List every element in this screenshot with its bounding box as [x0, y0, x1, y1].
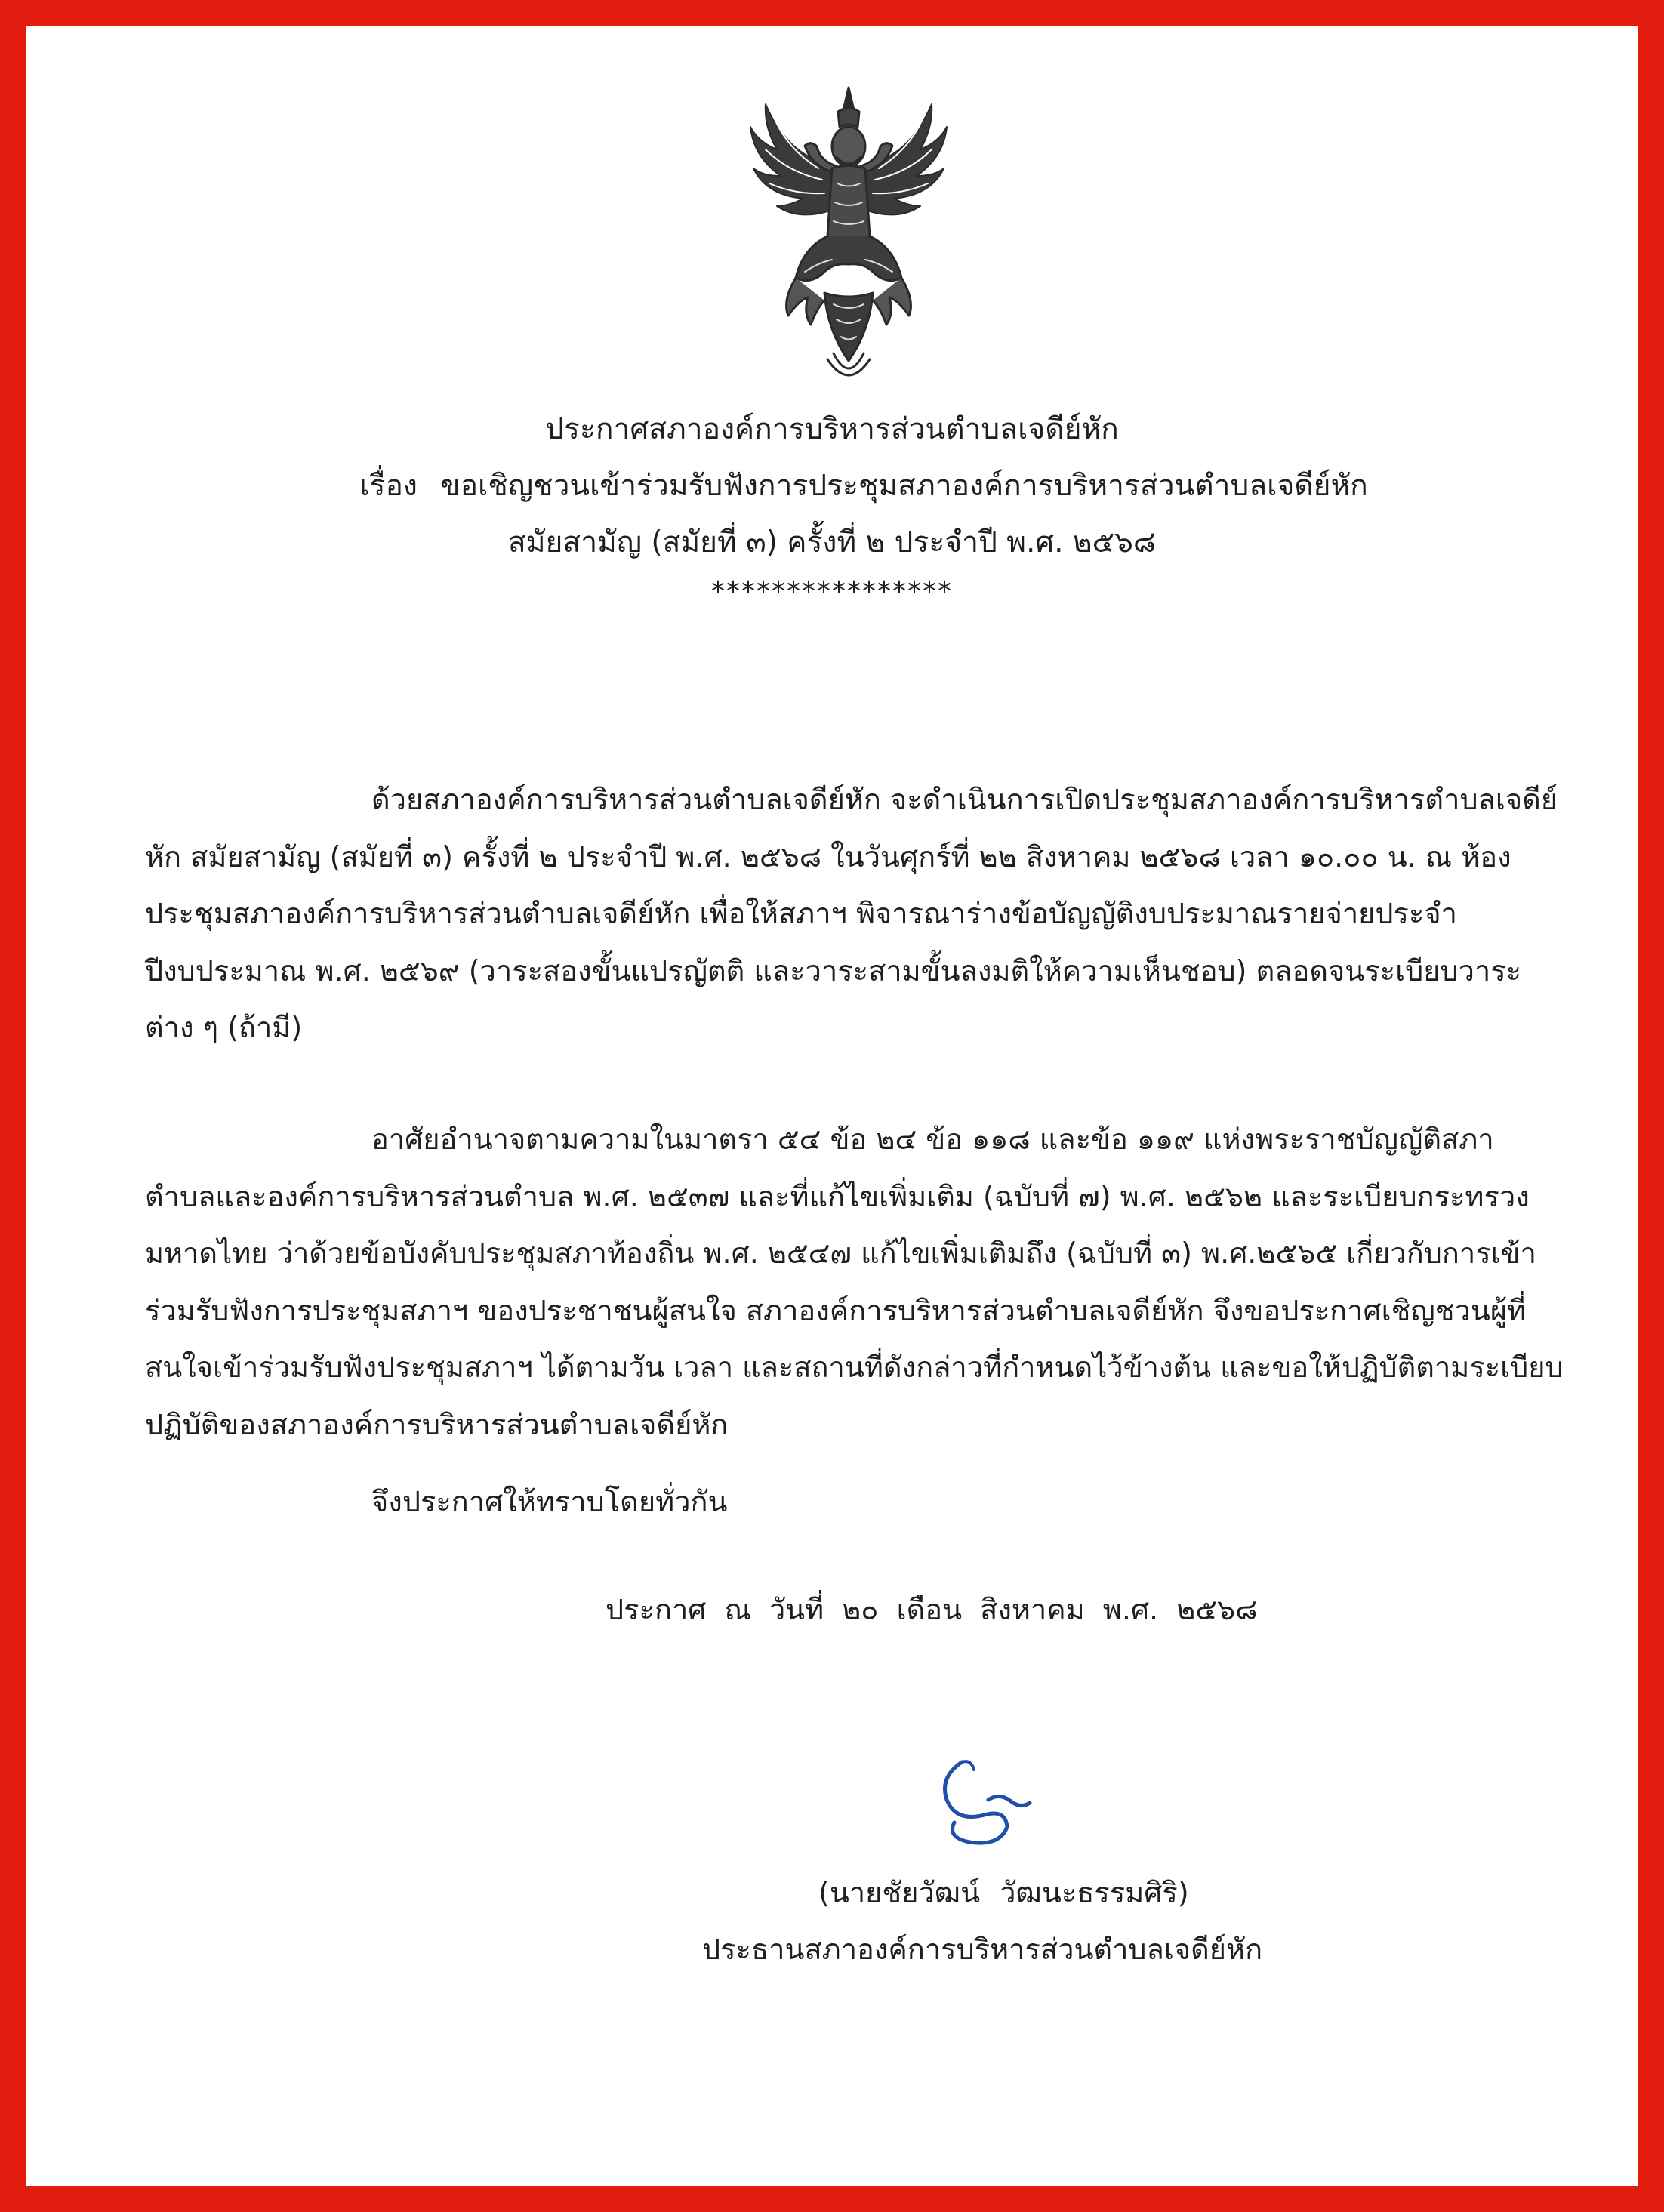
announcement-subject-line — [57, 464, 1664, 509]
garuda-emblem-icon — [735, 74, 962, 391]
body-paragraph-1: ด้วยสภาองค์การบริหารส่วนตำบลเจดีย์หัก จะดำเนินการเปิดประชุมสภาองค์การบริหารตำบลเจดีย์หัก สมัยสามัญ (สมัยที่ ๓) ครั้งที่ ๒ ประจำปี พ.ศ. ๒๕๖๘ ในวันศุกร์ที่ ๒๒ สิงหาคม ๒๕๖๘ เวลา ๑๐.๐๐ น. ณ ห้องประชุมสภาองค์การบริหารส่วนตำบลเจดีย์หัก เพื่อให้สภาฯ พิจารณาร่างข้อบัญญัติงบประมาณรายจ่ายประจำปีงบประมาณ พ.ศ. ๒๕๖๙ (วาระสองขั้นแปรญัตติ และวาระสามขั้นลงมติให้ความเห็นชอบ) ตลอดจนระเบียบวาระต่าง ๆ (ถ้ามี) — [145, 783, 1558, 1044]
signer-position: ประธานสภาองค์การบริหารส่วนตำบลเจดีย์หัก — [702, 1933, 1263, 1966]
announcement-date: ประกาศ ณ วันที่ ๒๐ เดือน สิงหาคม พ.ศ. ๒๕๖๘ — [606, 1593, 1258, 1626]
subject-label: เรื่อง — [359, 469, 418, 503]
separator-stars: **************** — [711, 576, 953, 607]
signer-name: (นายชัยวัฒน์ วัฒนะธรรมศิริ) — [818, 1876, 1189, 1909]
body-paragraph-2: อาศัยอำนาจตามความในมาตรา ๕๔ ข้อ ๒๔ ข้อ ๑๑๘ และข้อ ๑๑๙ แห่งพระราชบัญญัติสภาตำบลและองค์การบริหารส่วนตำบล พ.ศ. ๒๕๓๗ และที่แก้ไขเพิ่มเติม (ฉบับที่ ๗) พ.ศ. ๒๕๖๒ และระเบียบกระทรวงมหาดไทย ว่าด้วยข้อบังคับประชุมสภาท้องถิ่น พ.ศ. ๒๕๔๗ แก้ไขเพิ่มเติมถึง (ฉบับที่ ๓) พ.ศ.๒๕๖๕ เกี่ยวกับการเข้าร่วมรับฟังการประชุมสภาฯ ของประชาชนผู้สนใจ สภาองค์การบริหารส่วนตำบลเจดีย์หัก จึงขอประกาศเชิญชวนผู้ที่สนใจเข้าร่วมรับฟังประชุมสภาฯ ได้ตามวัน เวลา และสถานที่ดังกล่าวที่กำหนดไว้ข้างต้น และขอให้ปฏิบัติตามระเบียบปฏิบัติของสภาองค์การบริหารส่วนตำบลเจดีย์หัก — [145, 1123, 1564, 1441]
announcement-title: ประกาศสภาองค์การบริหารส่วนตำบลเจดีย์หัก — [545, 412, 1119, 446]
subject-text: ขอเชิญชวนเข้าร่วมรับฟังการประชุมสภาองค์การบริหารส่วนตำบลเจดีย์หัก — [439, 469, 1368, 503]
session-line: สมัยสามัญ (สมัยที่ ๓) ครั้งที่ ๒ ประจำปี พ.ศ. ๒๕๖๘ — [508, 525, 1156, 559]
closing-statement: จึงประกาศให้ทราบโดยทั่วกัน — [371, 1485, 728, 1518]
signature-icon — [917, 1755, 1045, 1860]
